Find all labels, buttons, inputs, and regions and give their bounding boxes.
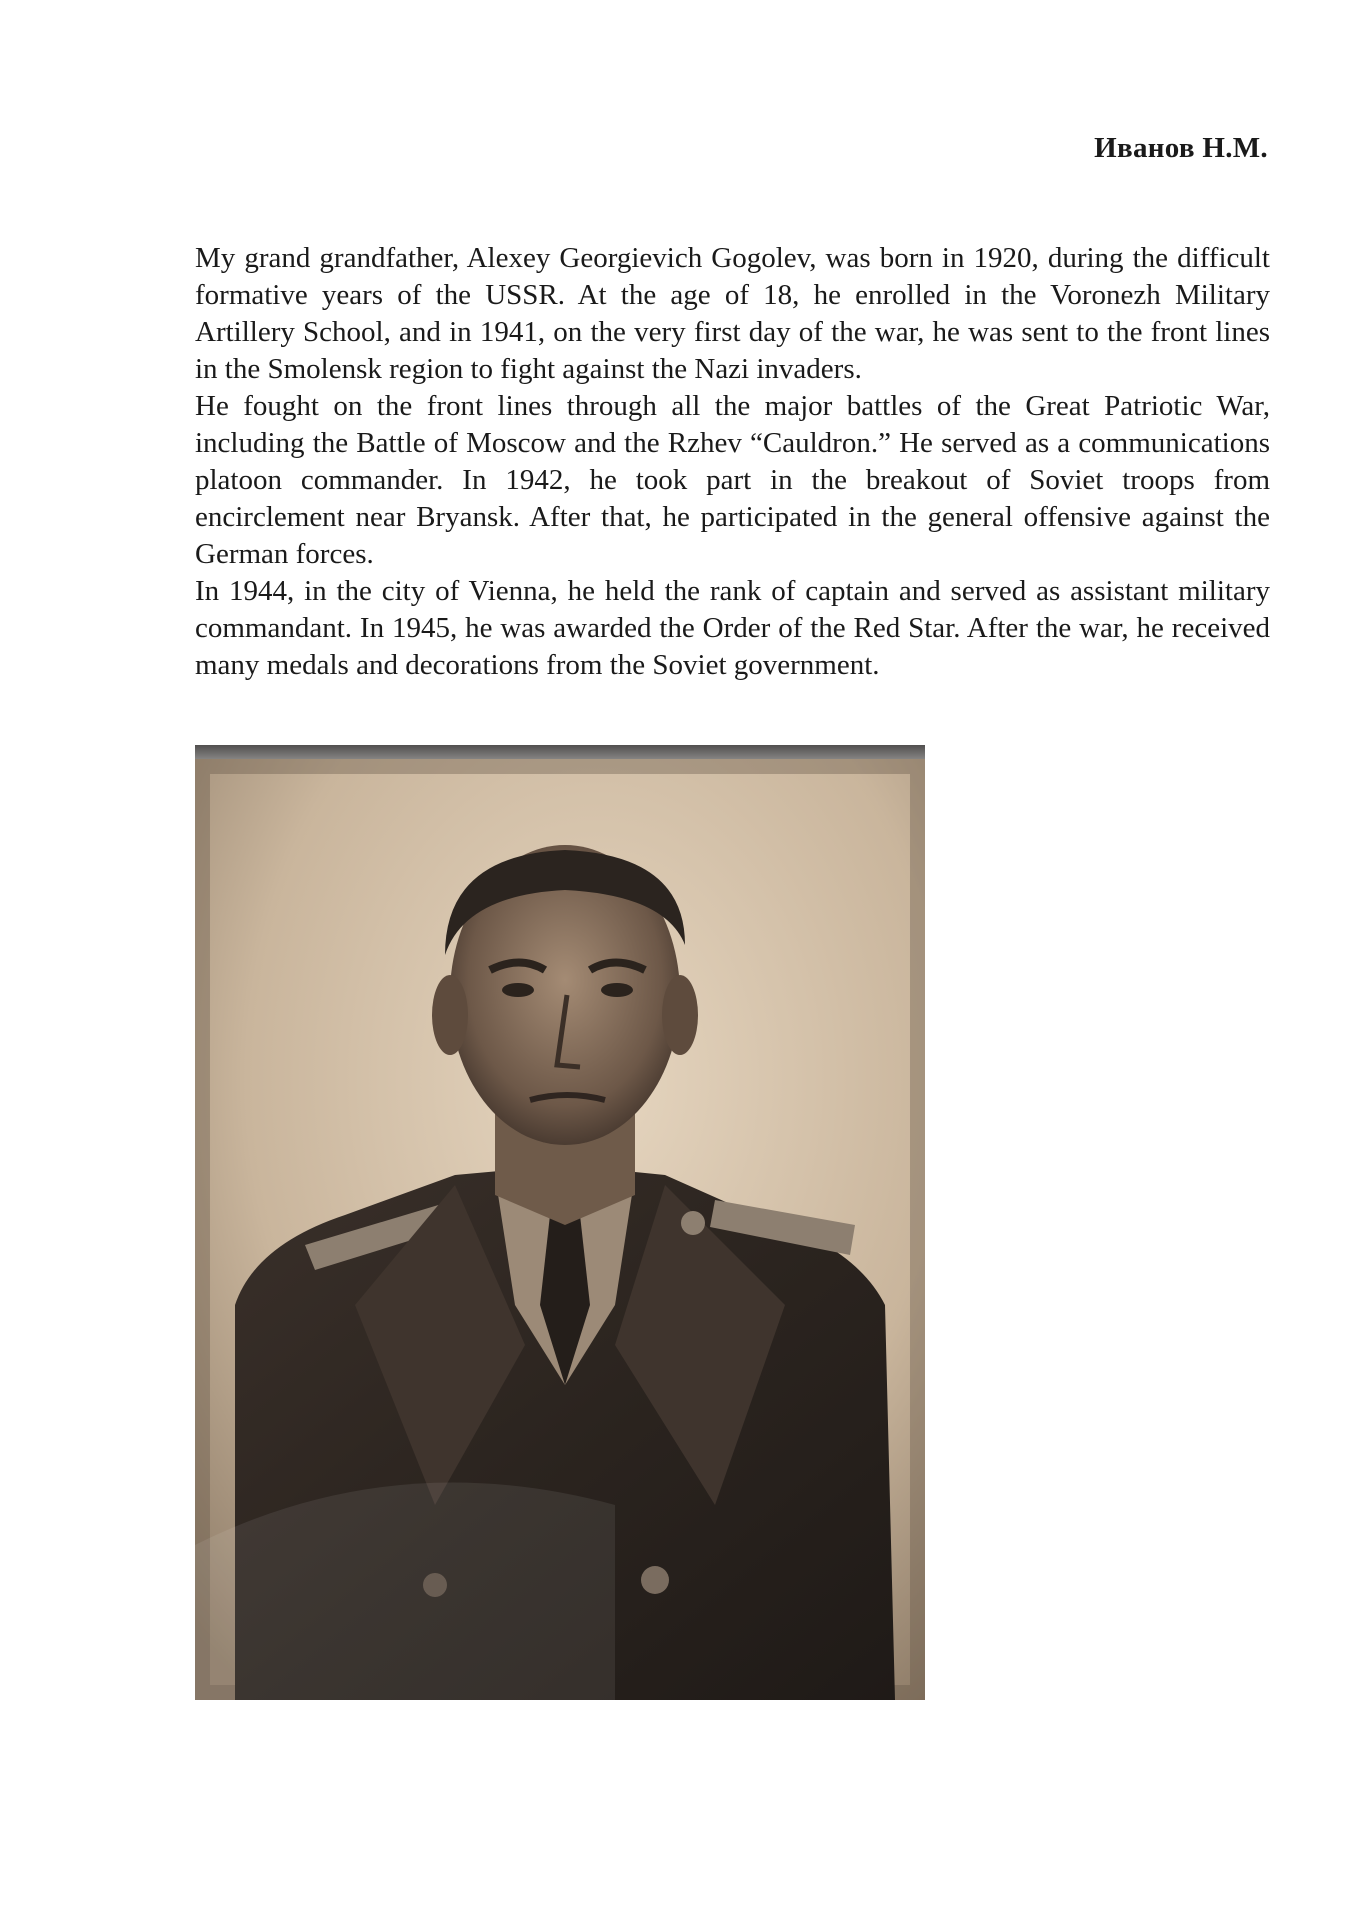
portrait-photo [195, 745, 925, 1700]
author-name: Иванов Н.М. [1094, 132, 1268, 164]
biography-text [195, 240, 1270, 684]
paragraph: In 1944, in the city of Vienna, he held the rank of captain and served as assistant military commandant. In 1945, he was awarded the Order of the Red Star. After the war, he received many medals and decorations from the Soviet government. [195, 575, 1270, 681]
paragraph: My grand grandfather, Alexey Georgievich Gogolev, was born in 1920, during the difficult formative years of the USSR. At the age of 18, he enrolled in the Voronezh Military Artillery School, and in 1941, on the very first day of the war, he was sent to the front lines in the Smolensk region to fight against the Nazi invaders. [195, 242, 1270, 385]
paragraph: He fought on the front lines through all the major battles of the Great Patriotic War, including the Battle of Moscow and the Rzhev “Cauldron.” He served as a communications platoon commander. In 1942, he took part in the breakout of Soviet troops from encirclement near Bryansk. After that, he participated in the general offensive against the German forces. [195, 390, 1270, 570]
